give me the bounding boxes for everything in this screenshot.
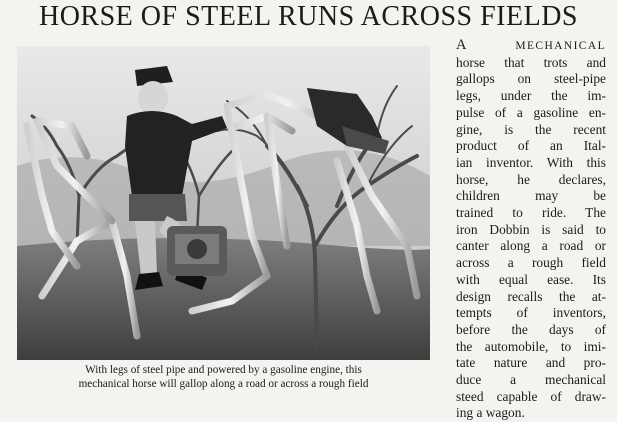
article-line: pulse of a gasoline en- — [456, 104, 606, 120]
article-line: across a rough field — [456, 255, 606, 271]
article-line: duce a mechanical — [456, 372, 606, 388]
article-line: product of an Ital- — [456, 138, 606, 154]
engine — [167, 226, 227, 276]
article-line: iron Dobbin is said to — [456, 221, 606, 237]
article-line: design recalls the at- — [456, 288, 606, 304]
article-line: tempts of inventors, — [456, 305, 606, 321]
article-line: ian inventor. With this — [456, 154, 606, 170]
article-line: trained to ride. The — [456, 205, 606, 221]
article-line: the automobile, to imi- — [456, 338, 606, 354]
article-line: canter along a road or — [456, 238, 606, 254]
photo-mechanical-horse — [17, 46, 430, 360]
caption-line: mechanical horse will gallop along a road or across a rough field — [78, 378, 369, 390]
article-line: with equal ease. Its — [456, 271, 606, 287]
article-line: steed capable of draw- — [456, 388, 606, 404]
lead-word: MECHANICAL — [515, 40, 606, 52]
article-line: horse that trots and — [456, 54, 606, 70]
article-body — [456, 37, 606, 422]
article-line: tate nature and pro- — [456, 355, 606, 371]
article-lead — [456, 37, 606, 55]
article-line: horse, he declares, — [456, 171, 606, 187]
photo-illustration — [17, 46, 430, 360]
drop-initial: A — [456, 37, 468, 53]
article-line: ing a wagon. — [456, 405, 525, 421]
article-line: before the days of — [456, 321, 606, 337]
headline: HORSE OF STEEL RUNS ACROSS FIELDS — [38, 1, 578, 32]
article-line: gallops on steel-pipe — [456, 71, 606, 87]
article-line: children may be — [456, 188, 606, 204]
article-line: legs, under the im- — [456, 88, 606, 104]
caption-line: With legs of steel pipe and powered by a gasoline engine, this — [85, 364, 362, 376]
article-line: gine, is the recent — [456, 121, 606, 137]
photo-caption — [17, 363, 430, 391]
